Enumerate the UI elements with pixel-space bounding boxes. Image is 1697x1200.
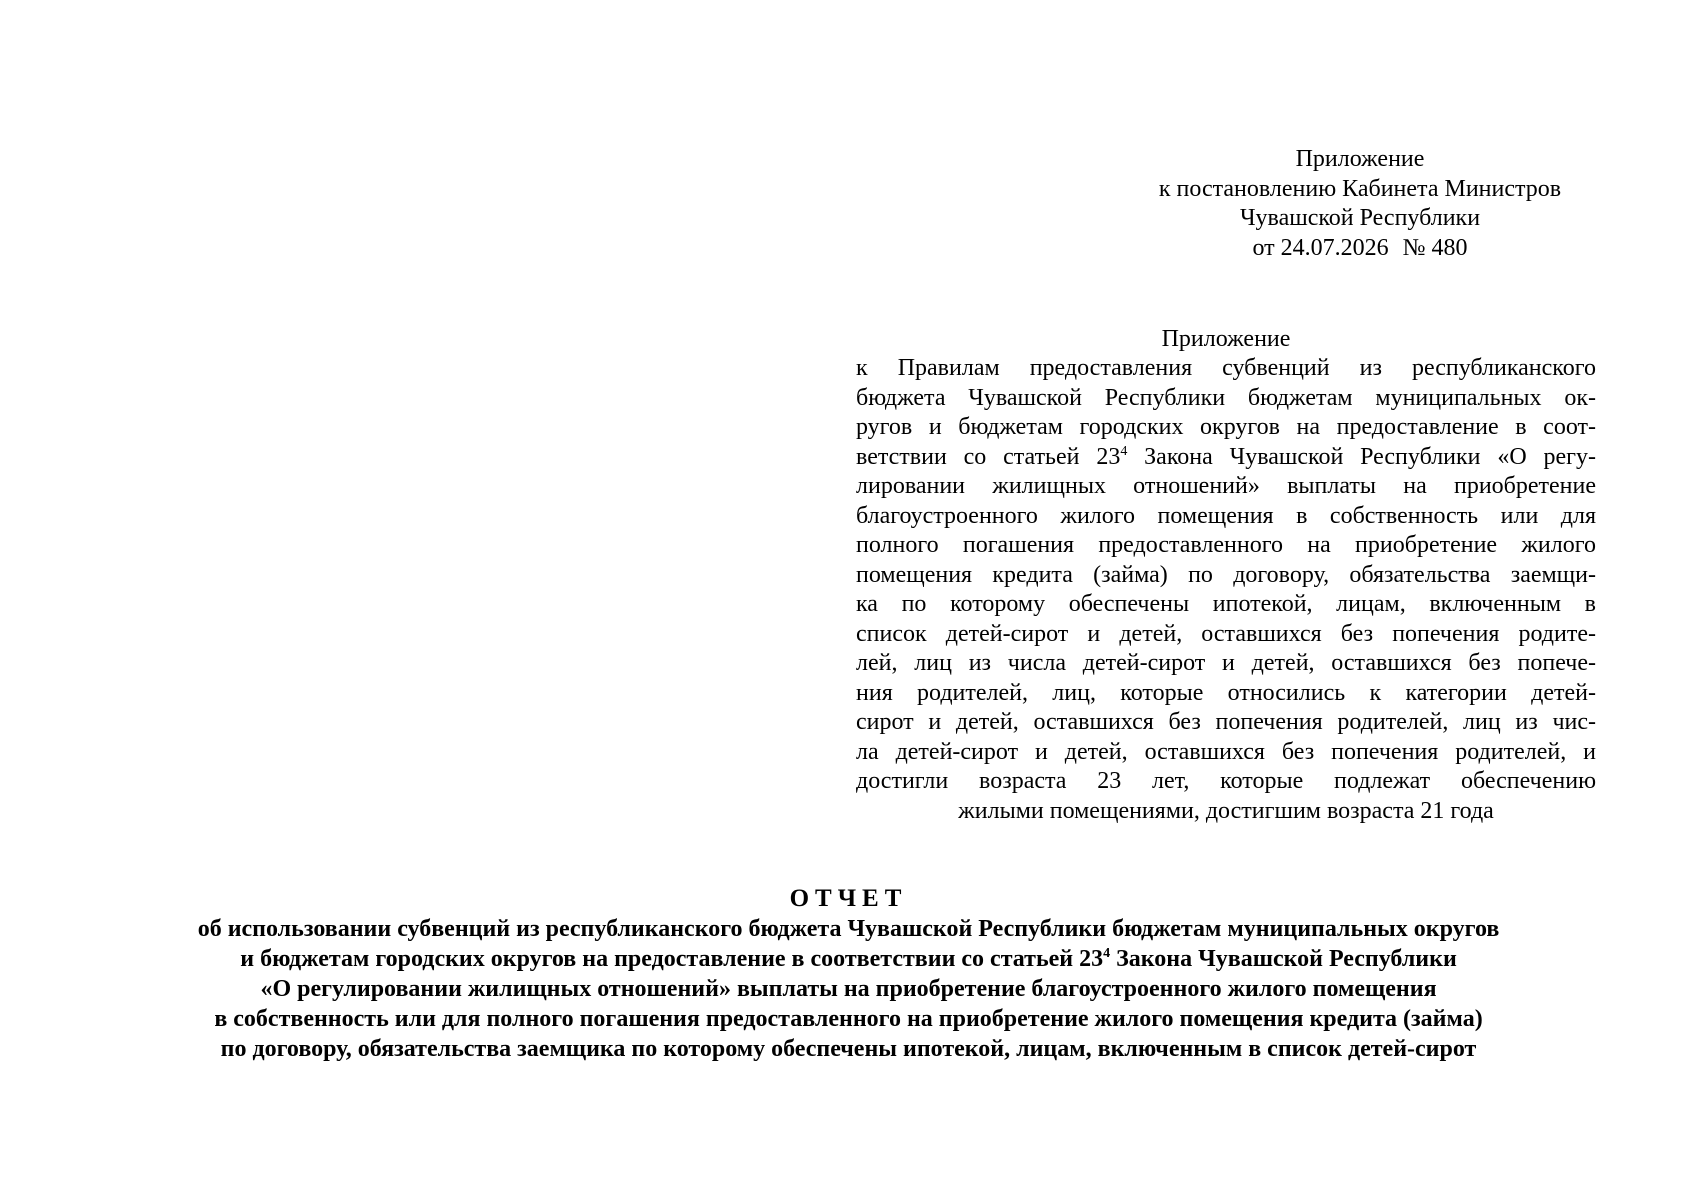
- rules-text-line: ния родителей, лиц, которые относились к категории детей-: [856, 679, 1596, 706]
- rules-text-line: полного погашения предоставленного на приобретение жилого: [856, 532, 1596, 558]
- report-subtitle-line: по договору, обязательства заемщика по которому обеспечены ипотекой, лицам, включенным в список детей-сирот: [220, 1036, 1477, 1062]
- appendix-date: от 24.07.2026: [1252, 234, 1389, 261]
- report-subtitle-line: [0, 944, 1697, 974]
- report-subtitle-line: в собственность или для полного погашения предоставленного на приобретение жилого помещения кредита (займа): [214, 1006, 1483, 1032]
- rules-text-line: помещения кредита (займа) по договору, обязательства заемщи-: [856, 561, 1596, 588]
- superscript: 4: [1103, 946, 1111, 961]
- rules-text-line: [856, 443, 1596, 473]
- rules-text-line: ка по которому обеспечены ипотекой, лицам, включенным в: [856, 591, 1596, 617]
- rules-text-line: лировании жилищных отношений» выплаты на приобретение: [856, 473, 1596, 499]
- report-title: ОТЧЕТ: [789, 885, 908, 912]
- report-heading: [0, 884, 1697, 1064]
- report-text-fragment: и бюджетам городских округов на предоставление в соответствии со статьей 23: [240, 946, 1104, 972]
- report-subtitle-line: об использовании субвенций из республиканского бюджета Чувашской Республики бюджетам муниципальных округов: [197, 916, 1500, 942]
- rules-text-line: ругов и бюджетам городских округов на предоставление в соот-: [856, 414, 1596, 440]
- rules-text-line: бюджета Чувашской Республики бюджетам муниципальных ок-: [856, 384, 1596, 411]
- rules-appendix-text: [856, 354, 1596, 826]
- rules-appendix-label: Приложение: [1161, 326, 1291, 352]
- rules-text-fragment: ветствии со статьей 23: [856, 443, 1121, 470]
- appendix-resolution-reference: к постановлению Кабинета Министров: [1158, 175, 1562, 202]
- appendix-label: Приложение: [1295, 146, 1425, 172]
- rules-text-fragment: Закона Чувашской Республики «О регу-: [1127, 443, 1596, 470]
- rules-text-line: список детей-сирот и детей, оставшихся без попечения родите-: [856, 620, 1596, 647]
- appendix-date-number: [1080, 234, 1640, 264]
- rules-text-line: жилыми помещениями, достигшим возраста 21 года: [958, 797, 1494, 824]
- rules-text-line: достигли возраста 23 лет, которые подлежат обеспечению: [856, 768, 1596, 794]
- rules-text-line: благоустроенного жилого помещения в собственность или для: [856, 502, 1596, 529]
- superscript: 4: [1120, 443, 1128, 459]
- rules-text-line: лей, лиц из числа детей-сирот и детей, оставшихся без попече-: [856, 650, 1596, 676]
- appendix-number: № 480: [1402, 234, 1468, 261]
- rules-text-line: сирот и детей, оставшихся без попечения родителей, лиц из чис-: [856, 709, 1596, 735]
- appendix-republic-name: Чувашской Республики: [1239, 205, 1481, 231]
- rules-text-line: ла детей-сирот и детей, оставшихся без попечения родителей, и: [856, 738, 1596, 765]
- rules-text-line: к Правилам предоставления субвенций из республиканского: [856, 355, 1596, 381]
- report-text-fragment: Закона Чувашской Республики: [1110, 946, 1457, 972]
- appendix-resolution-block: [1080, 145, 1640, 263]
- report-subtitle-line: «О регулировании жилищных отношений» выплаты на приобретение благоустроенного жилого помещения: [260, 976, 1437, 1002]
